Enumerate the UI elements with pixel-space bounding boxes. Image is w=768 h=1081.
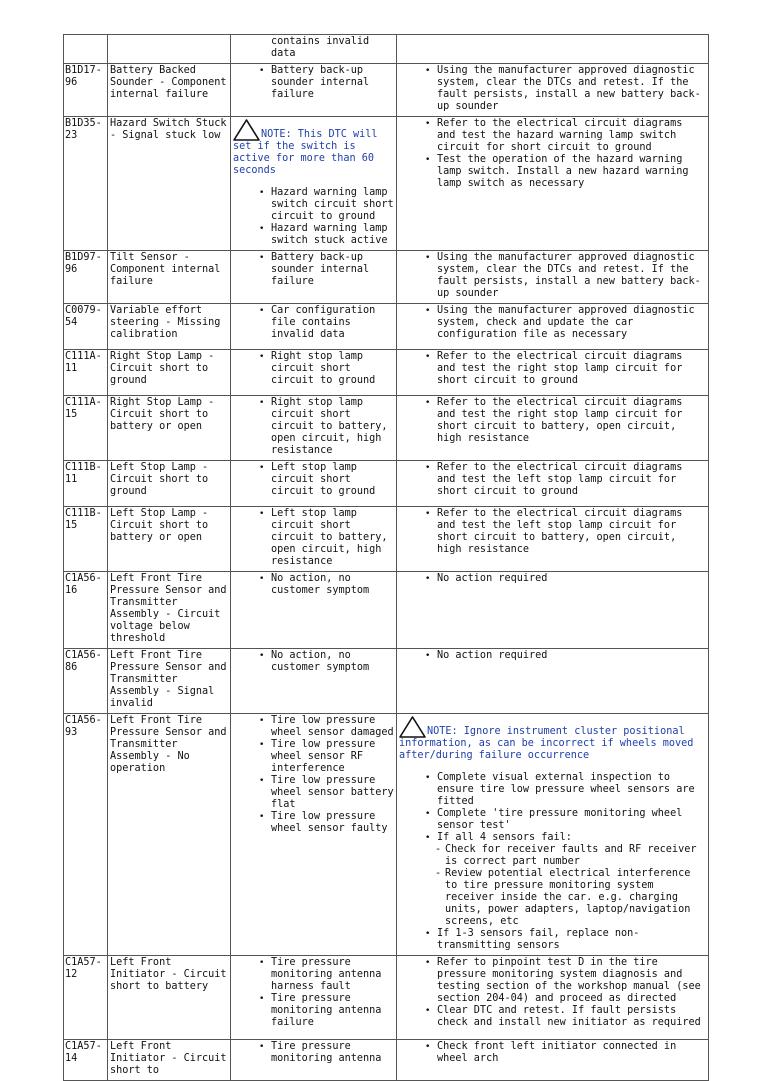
dtc-table-container [63, 34, 705, 1076]
actions [397, 956, 709, 1040]
dtc-description: Left Front Initiator - Circuit short to battery [108, 956, 231, 1040]
dtc-code: B1D97-96 [64, 251, 108, 304]
list-item: • Tire low pressure wheel sensor RF interference [233, 739, 394, 775]
table-row [64, 350, 709, 396]
list-item: • Tire pressure monitoring antenna harness fault [233, 957, 394, 993]
list-item: • Battery back-up sounder internal failure [233, 65, 394, 101]
cause-text: contains invalid data [271, 36, 370, 59]
table-row [64, 117, 709, 251]
actions [397, 649, 709, 714]
list-item: • Tire pressure monitoring antenna [233, 1041, 394, 1065]
list-item: • Complete 'tire pressure monitoring wheel sensor test' [399, 808, 706, 832]
list-item: • Tire low pressure wheel sensor faulty [233, 811, 394, 835]
dtc-code: B1D35-23 [64, 117, 108, 251]
table-row [64, 251, 709, 304]
dtc-description: Left Front Initiator - Circuit short to [108, 1040, 231, 1081]
possible-causes [231, 304, 397, 350]
actions [397, 396, 709, 461]
possible-causes [231, 956, 397, 1040]
dtc-code: C1A56-93 [64, 714, 108, 956]
dtc-description: Left Stop Lamp - Circuit short to battery or open [108, 507, 231, 572]
list-item: • Refer to the electrical circuit diagrams and test the left stop lamp circuit for short circuit to ground [399, 462, 706, 498]
list-item: • Tire low pressure wheel sensor damaged [233, 715, 394, 739]
list-item: • Test the operation of the hazard warning lamp switch. Install a new hazard warning lamp switch as necessary [399, 154, 706, 190]
list-item: • Refer to the electrical circuit diagrams and test the hazard warning lamp switch circuit for short circuit to ground [399, 118, 706, 154]
actions [397, 1040, 709, 1081]
list-item: • No action required [399, 650, 706, 662]
sub-list-item: - Check for receiver faults and RF receiver is correct part number [399, 844, 706, 868]
dtc-description: Variable effort steering - Missing calibration [108, 304, 231, 350]
list-item: • Using the manufacturer approved diagnostic system, clear the DTCs and retest. If the fault persists, install a new battery back-up sounder [399, 65, 706, 113]
table-row [64, 35, 709, 64]
list-item: • Hazard warning lamp switch circuit short circuit to ground [233, 187, 394, 223]
dtc-code: C1A56-16 [64, 572, 108, 649]
actions [397, 251, 709, 304]
actions [397, 64, 709, 117]
dtc-description [108, 35, 231, 64]
list-item: • Complete visual external inspection to ensure tire low pressure wheel sensors are fitted [399, 772, 706, 808]
list-item: • Clear DTC and retest. If fault persists check and install new initiator as required [399, 1005, 706, 1029]
warning-icon [399, 716, 426, 738]
dtc-description: Tilt Sensor - Component internal failure [108, 251, 231, 304]
dtc-description: Left Front Tire Pressure Sensor and Transmitter Assembly - Signal invalid [108, 649, 231, 714]
note-text: NOTE: Ignore instrument cluster positional information, as can be incorrect if wheels moved after/during failure occurrence [399, 726, 694, 761]
table-row [64, 507, 709, 572]
list-item: • Using the manufacturer approved diagnostic system, check and update the car configuration file as necessary [399, 305, 706, 341]
sub-list-item: - Review potential electrical interference to tire pressure monitoring system receiver inside the car. e.g. charging units, power adapters, laptop/navigation screens, etc [399, 868, 706, 928]
table-row [64, 64, 709, 117]
dtc-code: C1A57-12 [64, 956, 108, 1040]
dtc-code: C111B-11 [64, 461, 108, 507]
dtc-description: Left Stop Lamp - Circuit short to ground [108, 461, 231, 507]
dtc-description: Right Stop Lamp - Circuit short to ground [108, 350, 231, 396]
actions [397, 350, 709, 396]
list-item: • Check front left initiator connected in wheel arch [399, 1041, 706, 1065]
list-item: • Left stop lamp circuit short circuit to ground [233, 462, 394, 498]
note [233, 119, 394, 177]
possible-causes [231, 572, 397, 649]
actions [397, 461, 709, 507]
dtc-table [63, 34, 709, 1081]
list-item: • Refer to the electrical circuit diagrams and test the right stop lamp circuit for short circuit to battery, open circuit, high resistance [399, 397, 706, 445]
table-row [64, 956, 709, 1040]
list-item: • Right stop lamp circuit short circuit to ground [233, 351, 394, 387]
note [399, 716, 706, 762]
possible-causes [231, 507, 397, 572]
list-item: • If 1-3 sensors fail, replace non-transmitting sensors [399, 928, 706, 952]
dtc-code: C0079-54 [64, 304, 108, 350]
table-row [64, 649, 709, 714]
dtc-code: C1A57-14 [64, 1040, 108, 1081]
dtc-description: Left Front Tire Pressure Sensor and Transmitter Assembly - No operation [108, 714, 231, 956]
list-item: • Refer to the electrical circuit diagrams and test the left stop lamp circuit for short circuit to battery, open circuit, high resistance [399, 508, 706, 556]
table-row [64, 572, 709, 649]
table-row [64, 714, 709, 956]
dtc-code: C111B-15 [64, 507, 108, 572]
actions [397, 35, 709, 64]
table-row [64, 1040, 709, 1081]
list-item: • Hazard warning lamp switch stuck active [233, 223, 394, 247]
dtc-description: Left Front Tire Pressure Sensor and Transmitter Assembly - Circuit voltage below threshold [108, 572, 231, 649]
actions [397, 572, 709, 649]
list-item: • Right stop lamp circuit short circuit to battery, open circuit, high resistance [233, 397, 394, 457]
dtc-code [64, 35, 108, 64]
dtc-code: B1D17-96 [64, 64, 108, 117]
dtc-description: Hazard Switch Stuck - Signal stuck low [108, 117, 231, 251]
actions [397, 304, 709, 350]
dtc-code: C1A56-86 [64, 649, 108, 714]
list-item: • Refer to pinpoint test D in the tire pressure monitoring system diagnosis and testing section of the workshop manual (see section 204-04) and proceed as directed [399, 957, 706, 1005]
actions [397, 507, 709, 572]
list-item: • No action required [399, 573, 706, 585]
possible-causes [231, 117, 397, 251]
table-row [64, 304, 709, 350]
list-item: • Tire pressure monitoring antenna failure [233, 993, 394, 1029]
note-text: NOTE: This DTC will set if the switch is active for more than 60 seconds [233, 129, 378, 176]
possible-causes [231, 1040, 397, 1081]
possible-causes [231, 649, 397, 714]
list-item: • No action, no customer symptom [233, 650, 394, 674]
list-item-text: If all 4 sensors fail: [437, 832, 572, 843]
list-item: • Left stop lamp circuit short circuit to battery, open circuit, high resistance [233, 508, 394, 568]
possible-causes [231, 714, 397, 956]
list-item: • Using the manufacturer approved diagnostic system, clear the DTCs and retest. If the fault persists, install a new battery back-up sounder [399, 252, 706, 300]
actions [397, 117, 709, 251]
dtc-description: Battery Backed Sounder - Component internal failure [108, 64, 231, 117]
list-item: • Car configuration file contains invalid data [233, 305, 394, 341]
possible-causes [231, 251, 397, 304]
list-item: • No action, no customer symptom [233, 573, 394, 597]
possible-causes [231, 461, 397, 507]
possible-causes [231, 396, 397, 461]
list-item: • Tire low pressure wheel sensor battery flat [233, 775, 394, 811]
actions [397, 714, 709, 956]
possible-causes [231, 35, 397, 64]
list-item [399, 832, 706, 928]
list-item: • Battery back-up sounder internal failure [233, 252, 394, 288]
warning-icon [233, 119, 260, 141]
table-row [64, 461, 709, 507]
possible-causes [231, 64, 397, 117]
dtc-code: C111A-11 [64, 350, 108, 396]
dtc-code: C111A-15 [64, 396, 108, 461]
list-item: • Refer to the electrical circuit diagrams and test the right stop lamp circuit for short circuit to ground [399, 351, 706, 387]
table-row [64, 396, 709, 461]
dtc-description: Right Stop Lamp - Circuit short to battery or open [108, 396, 231, 461]
possible-causes [231, 350, 397, 396]
